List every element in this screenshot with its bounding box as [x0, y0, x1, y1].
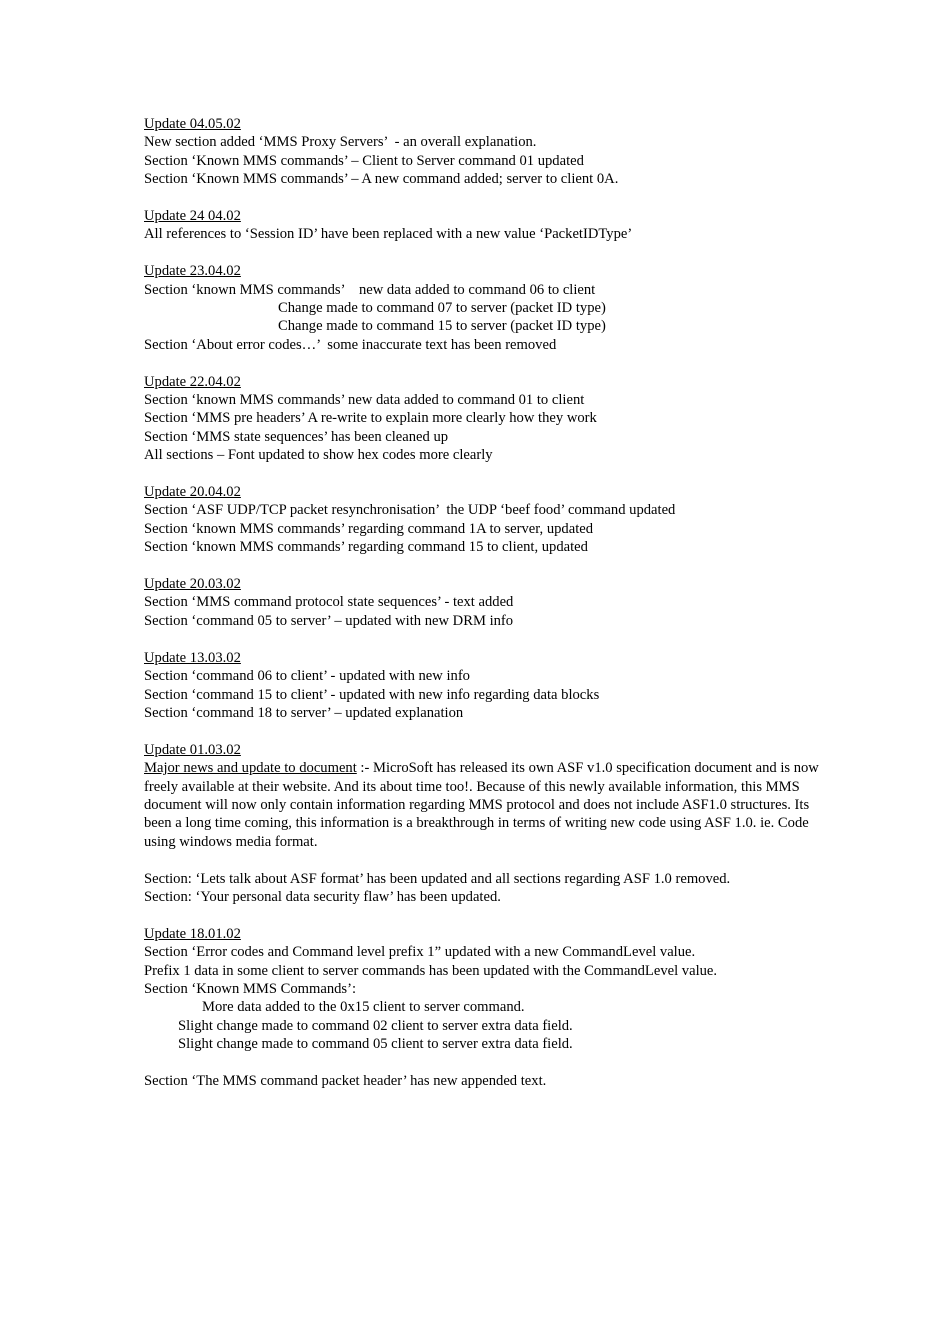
update-line: Section ‘known MMS commands’ regarding command 1A to server, updated: [144, 520, 594, 537]
update-line: Slight change made to command 02 client to server extra data field.: [178, 1017, 573, 1034]
update-line: Section ‘Known MMS Commands’:: [144, 980, 357, 997]
update-line: Section ‘MMS pre headers’ A re-write to explain more clearly how they work: [144, 410, 597, 427]
update-line: Section ‘command 18 to server’ – updated explanation: [144, 704, 464, 721]
update-line: Prefix 1 data in some client to server commands has been updated with the CommandLevel value.: [144, 962, 718, 979]
update-line: Slight change made to command 05 client to server extra data field.: [178, 1036, 573, 1053]
update-line: Section ‘command 06 to client’ - updated with new info: [144, 668, 470, 685]
update-line: Section ‘Error codes and Command level prefix 1” updated with a new CommandLevel value.: [144, 944, 696, 961]
update-heading: Update 18.01.02: [144, 925, 241, 942]
major-news-paragraph: [144, 759, 824, 851]
update-heading: Update 20.04.02: [144, 484, 241, 501]
update-line: Section ‘MMS state sequences’ has been cleaned up: [144, 428, 449, 445]
update-section: [144, 741, 824, 851]
update-line: All sections – Font updated to show hex codes more clearly: [144, 447, 493, 464]
update-line: Section: ‘Your personal data security flaw’ has been updated.: [144, 888, 501, 905]
document-body: [144, 115, 824, 1109]
update-line: Section ‘command 05 to server’ – updated with new DRM info: [144, 612, 514, 629]
update-line: Section ‘known MMS commands’ new data added to command 06 to client: [144, 281, 596, 298]
update-line: More data added to the 0x15 client to server command.: [202, 999, 525, 1016]
update-section: [144, 870, 824, 907]
update-section: [144, 1072, 824, 1090]
update-heading: Update 24 04.02: [144, 208, 241, 225]
major-news-label: Major news and update to document: [144, 760, 357, 777]
update-heading: Update 23.04.02: [144, 263, 241, 280]
major-news-text: :- MicroSoft has released its own ASF v1.0 specification document and is now freely available at their website. And its about time too!. Because of this newly available information, this MMS document will now only contain information regarding MMS protocol and does not include ASF1.0 structures. Its been a long time coming, this information is a breakthrough in terms of writing new code using ASF 1.0. ie. Code using windows media format.: [144, 760, 819, 850]
update-line: Section ‘known MMS commands’ regarding command 15 to client, updated: [144, 539, 588, 556]
update-section: [144, 483, 824, 557]
update-heading: Update 01.03.02: [144, 741, 241, 758]
update-section: [144, 649, 824, 723]
update-line: Section ‘ASF UDP/TCP packet resynchronisation’ the UDP ‘beef food’ command updated: [144, 502, 676, 519]
update-line: Section: ‘Lets talk about ASF format’ has been updated and all sections regarding ASF 1.0 removed.: [144, 870, 731, 887]
update-line: All references to ‘Session ID’ have been replaced with a new value ‘PacketIDType’: [144, 226, 633, 243]
update-line: Section ‘command 15 to client’ - updated with new info regarding data blocks: [144, 686, 600, 703]
update-line: Section ‘Known MMS commands’ – Client to Server command 01 updated: [144, 152, 584, 169]
update-section: [144, 575, 824, 630]
update-section: [144, 925, 824, 1054]
update-section: [144, 115, 824, 189]
update-section: [144, 262, 824, 354]
update-heading: Update 22.04.02: [144, 373, 241, 390]
update-line: Section ‘known MMS commands’ new data added to command 01 to client: [144, 392, 585, 409]
update-section: [144, 373, 824, 465]
update-line: Section ‘About error codes…’ some inaccurate text has been removed: [144, 336, 557, 353]
update-line: Section ‘The MMS command packet header’ has new appended text.: [144, 1072, 547, 1089]
update-line: Section ‘MMS command protocol state sequences’ - text added: [144, 594, 514, 611]
update-heading: Update 20.03.02: [144, 576, 241, 593]
update-heading: Update 04.05.02: [144, 116, 241, 132]
update-line: New section added ‘MMS Proxy Servers’ - an overall explanation.: [144, 134, 537, 151]
update-heading: Update 13.03.02: [144, 649, 241, 666]
update-line: Change made to command 15 to server (packet ID type): [278, 318, 606, 335]
update-line: Change made to command 07 to server (packet ID type): [278, 300, 606, 317]
update-line: Section ‘Known MMS commands’ – A new command added; server to client 0A.: [144, 171, 619, 188]
update-section: [144, 207, 824, 244]
